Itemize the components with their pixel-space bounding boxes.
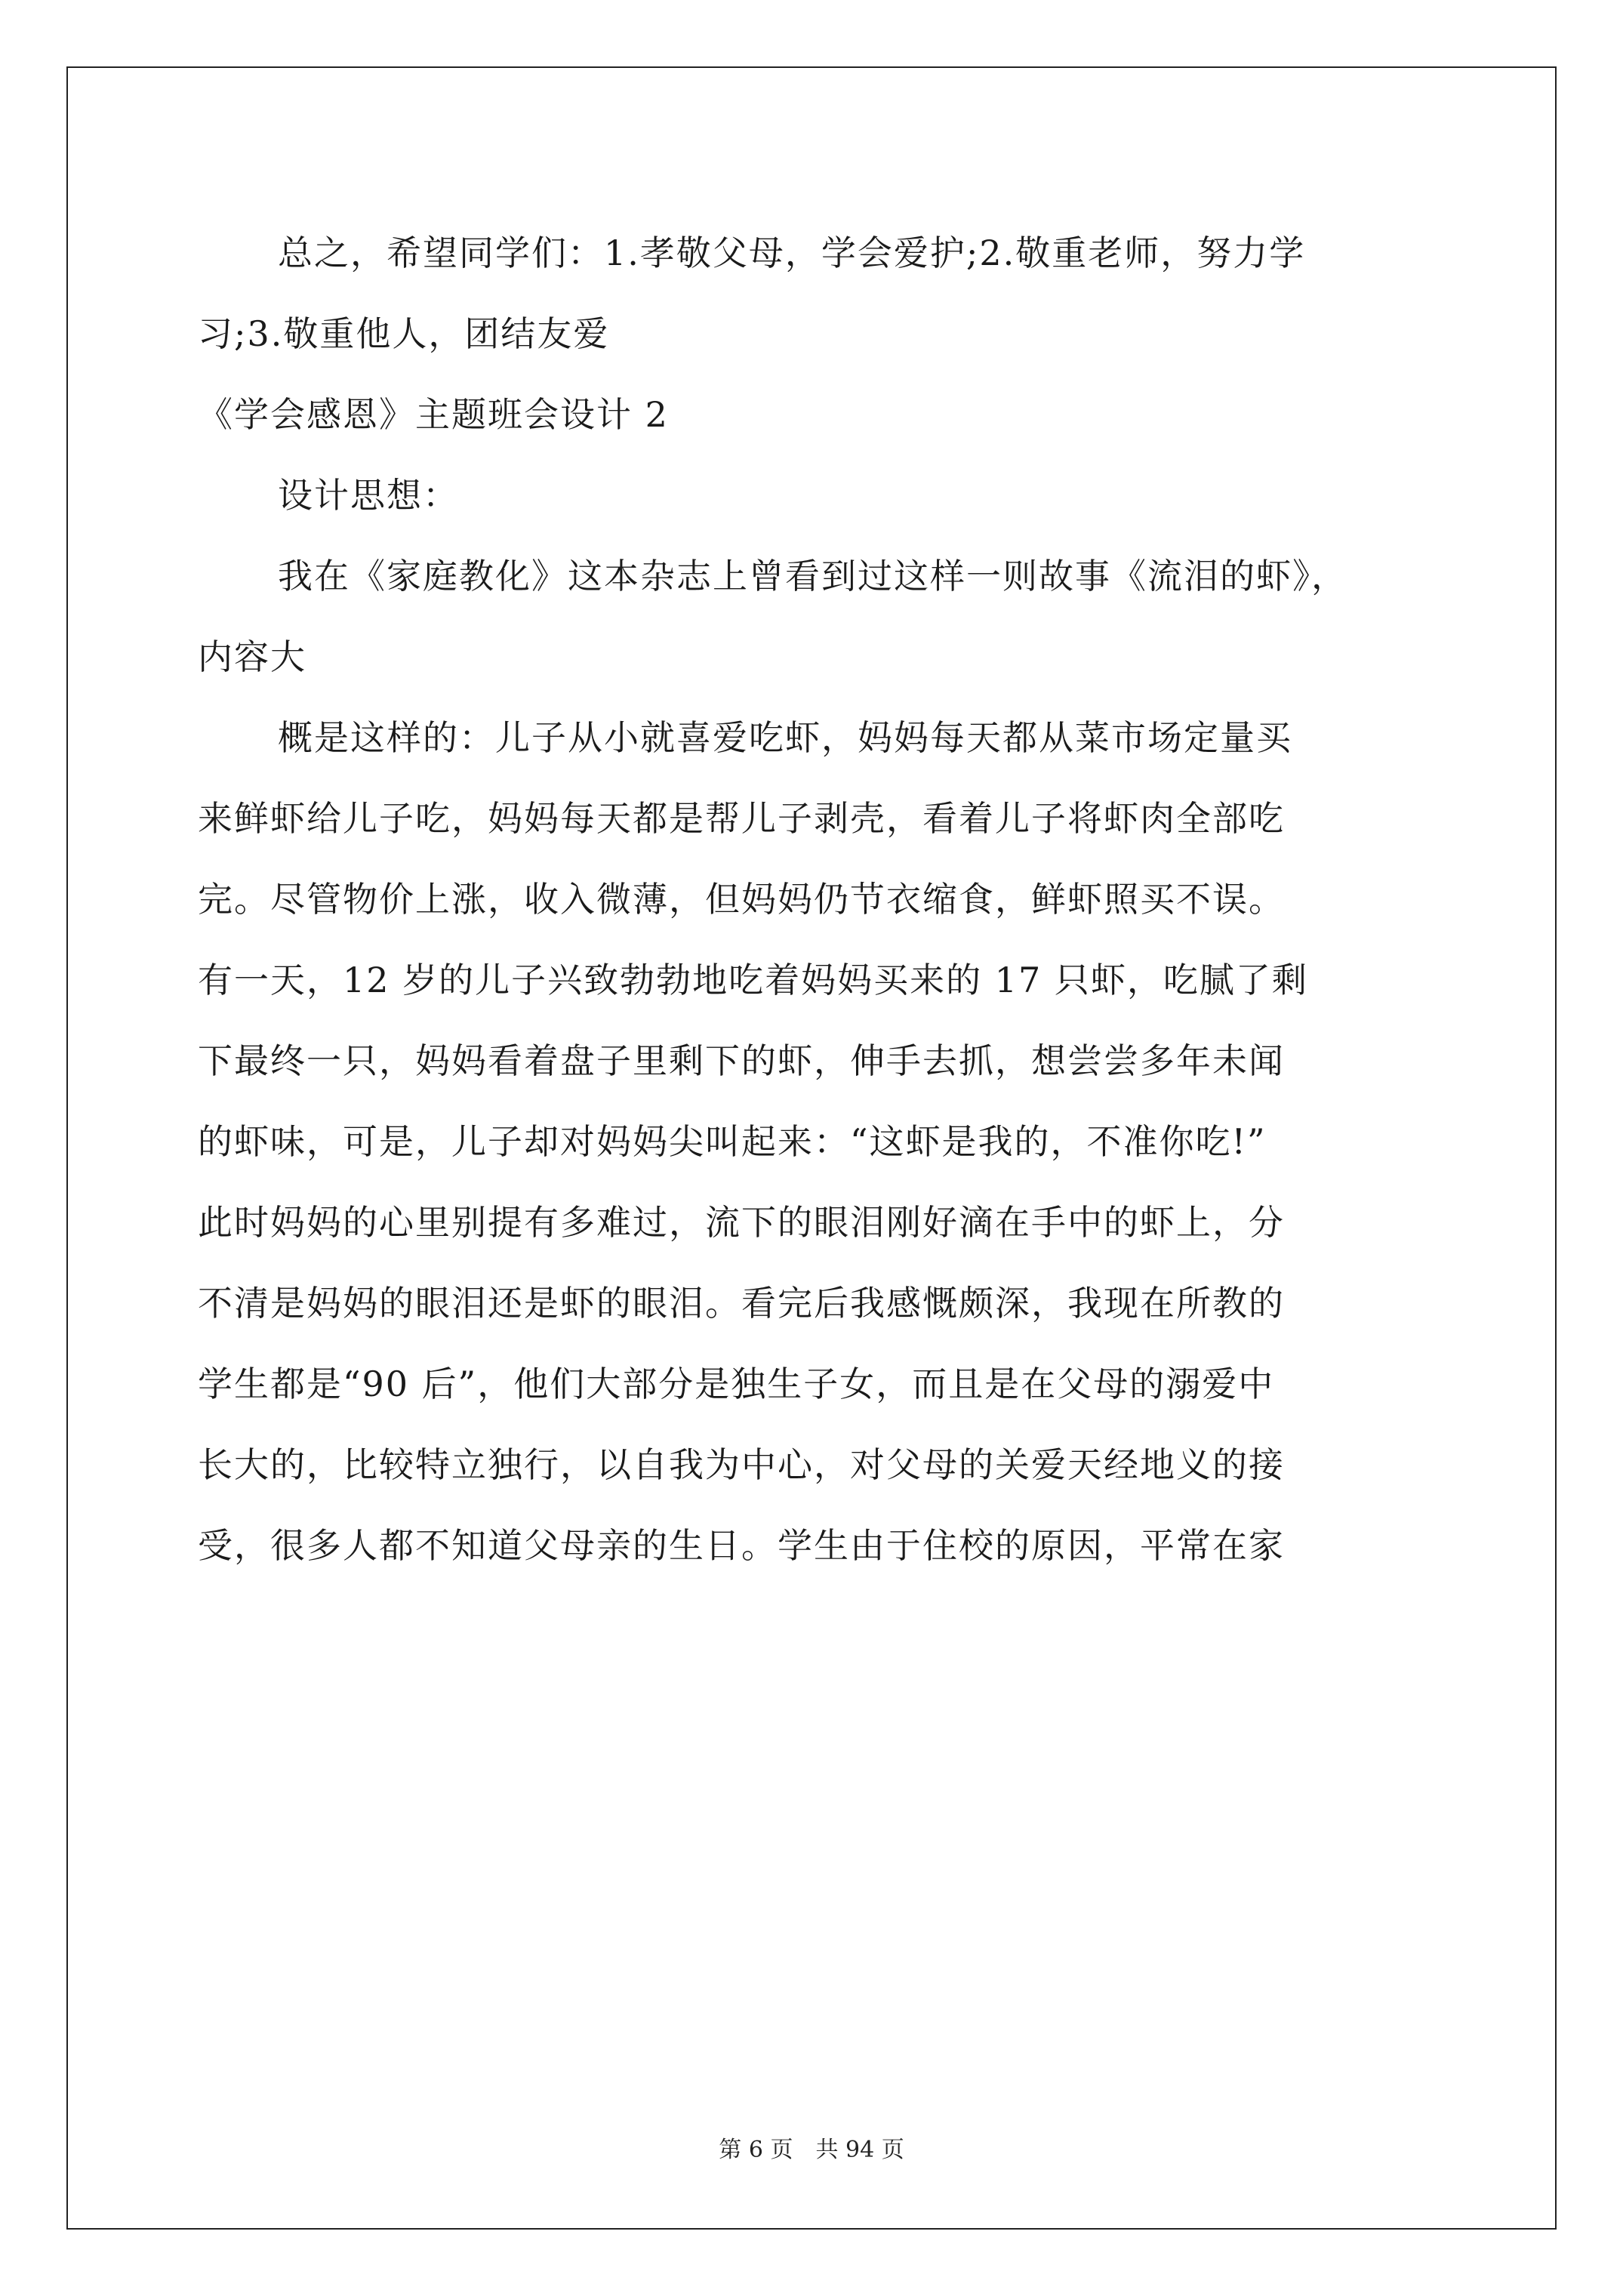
text-line: 概是这样的：儿子从小就喜爱吃虾，妈妈每天都从菜市场定量买 (278, 717, 1292, 758)
page-number-footer: 第 6 页 共 94 页 (719, 2137, 904, 2163)
text-line: 总之，希望同学们：1.孝敬父母，学会爱护;2.敬重老师，努力学 (278, 233, 1306, 273)
text-line: 有一天，12 岁的儿子兴致勃勃地吃着妈妈买来的 17 只虾，吃腻了剩 (198, 960, 1308, 1000)
text-line: 学生都是“90 后”，他们大部分是独生子女，而且是在父母的溺爱中 (198, 1364, 1275, 1404)
text-line: 的虾味，可是，儿子却对妈妈尖叫起来：“这虾是我的，不准你吃!” (198, 1121, 1267, 1162)
document-body (198, 213, 1496, 1586)
text-line: 受，很多人都不知道父母亲的生日。学生由于住校的原因，平常在家 (198, 1525, 1285, 1566)
text-line: 我在《家庭教化》这本杂志上曾看到过这样一则故事《流泪的虾》， (278, 556, 1347, 596)
text-line: 完。尽管物价上涨，收入微薄，但妈妈仍节衣缩食，鲜虾照买不误。 (198, 879, 1285, 920)
text-line: 习;3.敬重他人，团结友爱 (198, 313, 610, 354)
text-line: 不清是妈妈的眼泪还是虾的眼泪。看完后我感慨颇深，我现在所教的 (198, 1283, 1285, 1324)
text-line: 设计思想： (278, 475, 459, 516)
text-line: 此时妈妈的心里别提有多难过，流下的眼泪刚好滴在手中的虾上，分 (198, 1202, 1285, 1243)
section-heading: 《学会感恩》主题班会设计 2 (198, 394, 669, 435)
text-line: 来鲜虾给儿子吃，妈妈每天都是帮儿子剥壳，看着儿子将虾肉全部吃 (198, 798, 1285, 839)
text-line: 下最终一只，妈妈看着盘子里剩下的虾，伸手去抓，想尝尝多年未闻 (198, 1040, 1285, 1081)
text-line: 长大的，比较特立独行，以自我为中心，对父母的关爱天经地义的接 (198, 1444, 1285, 1485)
text-line: 内容大 (198, 636, 306, 677)
